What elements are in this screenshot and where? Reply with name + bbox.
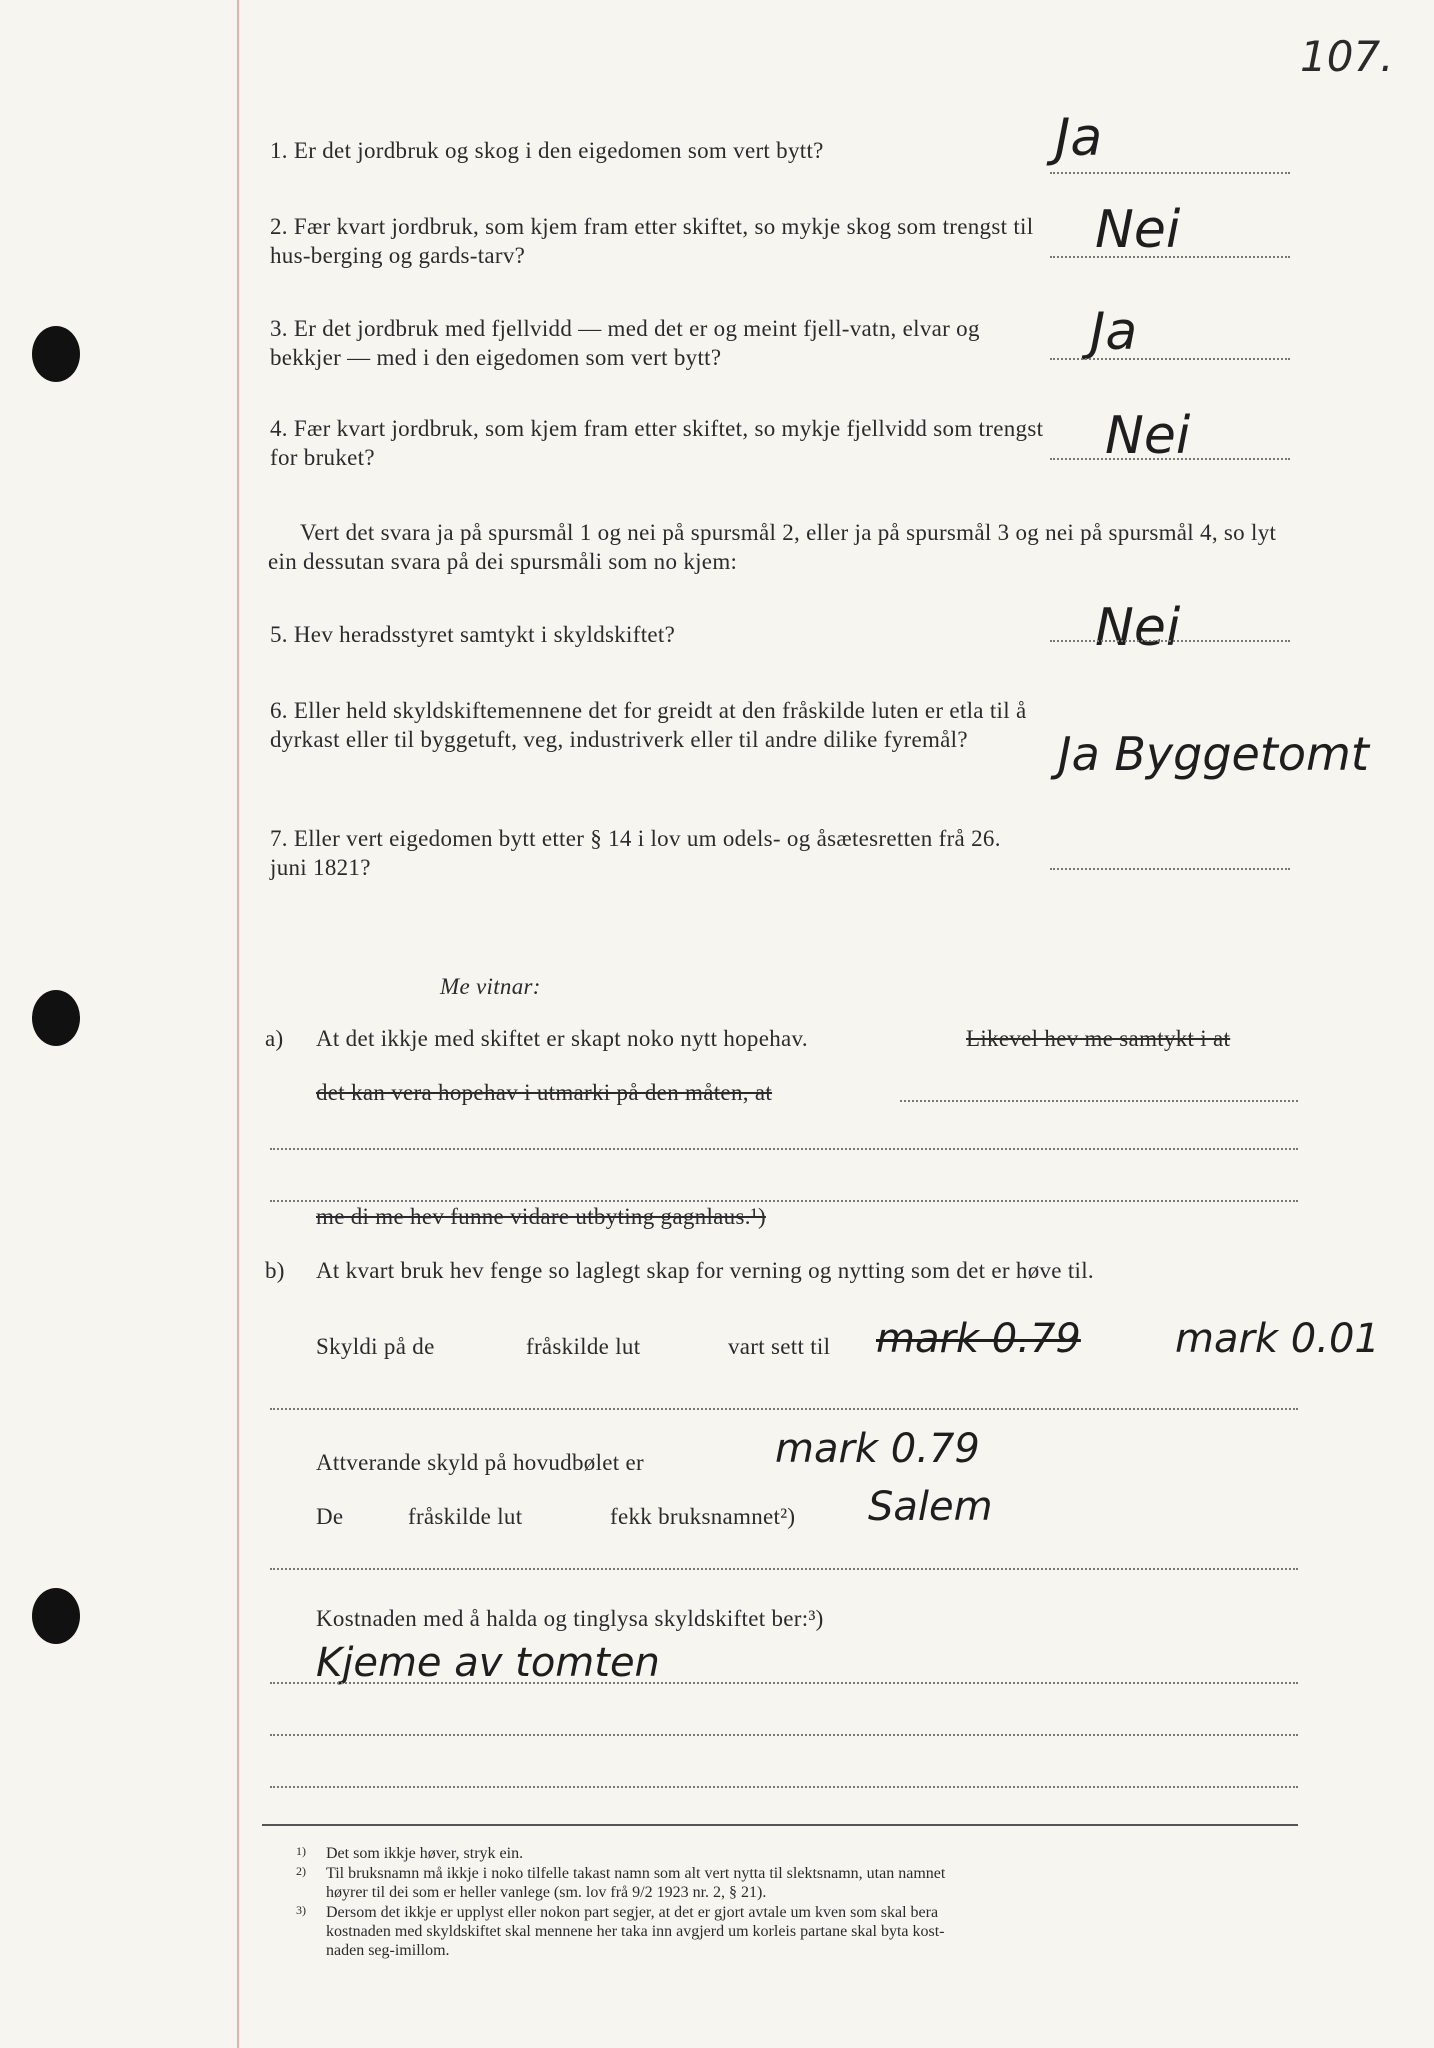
- skyldi-struck-value: mark 0.79: [876, 1316, 1081, 1362]
- fill-line: [270, 1734, 1298, 1736]
- de-label: De: [316, 1504, 344, 1529]
- skyldi-label: Skyldi på de: [316, 1334, 435, 1359]
- item-a-text: At det ikkje med skiftet er skapt noko nytt hopehav.: [316, 1026, 808, 1051]
- answer-1: Ja: [1055, 108, 1103, 168]
- footnote-rule: [262, 1824, 1298, 1826]
- fill-line: [270, 1568, 1298, 1570]
- answer-line: [1050, 458, 1290, 460]
- fill-line: [270, 1148, 1298, 1150]
- footnote-3-line-3: naden seg-imillom.: [326, 1942, 450, 1959]
- margin-line: [237, 0, 239, 2048]
- item-a-struck-3: me di me hev funne vidare utbyting gagnlaus.¹): [316, 1204, 766, 1229]
- footnote-2-line-2: høyrer til dei som er heller vanlege (sm. lov frå 9/2 1923 nr. 2, § 21).: [326, 1884, 767, 1901]
- answer-6: Ja Byggetomt: [1058, 727, 1369, 781]
- footnote-1-line-1: Det som ikkje høver, stryk ein.: [326, 1845, 524, 1862]
- question-2: 2. Fær kvart jordbruk, som kjem fram etter skiftet, so mykje skog som trengst til hus-berging og gards-tarv?: [270, 214, 1034, 268]
- punch-hole: [32, 1588, 80, 1644]
- answer-line: [1050, 640, 1290, 642]
- fill-line: [270, 1408, 1298, 1410]
- item-b-label: b): [265, 1258, 285, 1283]
- answer-4: Nei: [1105, 406, 1191, 466]
- attverande-value: mark 0.79: [775, 1426, 980, 1472]
- question-1: 1. Er det jordbruk og skog i den eigedomen som vert bytt?: [270, 138, 824, 163]
- punch-hole: [32, 326, 80, 382]
- attverande-label: Attverande skyld på hovudbølet er: [316, 1450, 644, 1475]
- question-3: 3. Er det jordbruk med fjellvidd — med det er og meint fjell-vatn, elvar og bekkjer — med i den eigedomen som vert bytt?: [270, 316, 980, 370]
- bruksnamn-value: Salem: [868, 1484, 993, 1530]
- footnote-3-line-1: Dersom det ikkje er upplyst eller nokon part segjer, at det er gjort avtale um kven som skal bera: [326, 1904, 939, 1921]
- item-a-struck-1: Likevel hev me samtykt i at: [966, 1026, 1231, 1051]
- item-a-label: a): [265, 1026, 284, 1051]
- intro-paragraph: Vert det svara ja på spursmål 1 og nei på spursmål 2, eller ja på spursmål 3 og nei på spursmål 4, so lyt ein dessutan svara på dei spursmåli som no kjem:: [268, 520, 1277, 574]
- skyldi-value: mark 0.01: [1175, 1316, 1380, 1362]
- page-number: 107.: [1300, 32, 1394, 81]
- footnote-3-mark: 3): [296, 1903, 306, 1917]
- question-7: 7. Eller vert eigedomen bytt etter § 14 i lov um odels- og åsætesretten frå 26. juni 1821?: [270, 826, 1001, 880]
- answer-3: Ja: [1090, 302, 1138, 362]
- item-a-struck-2: det kan vera hopehav i utmarki på den måten, at: [316, 1080, 773, 1105]
- answer-line: [1050, 172, 1290, 174]
- fraskilde-label: fråskilde lut: [408, 1504, 523, 1529]
- question-4: 4. Fær kvart jordbruk, som kjem fram etter skiftet, so mykje fjellvidd som trengst for bruket?: [270, 416, 1044, 470]
- answer-line: [1050, 256, 1290, 258]
- footnote-3-line-2: kostnaden med skyldskiftet skal mennene her taka inn avgjerd um korleis partane skal byta kost-: [326, 1923, 945, 1940]
- footnote-2-line-1: Til bruksnamn må ikkje i noko tilfelle takast namn som alt vert nytta til slektsnamn, utan namnet: [326, 1865, 946, 1882]
- fill-line: [270, 1786, 1298, 1788]
- footnote-2-mark: 2): [296, 1864, 306, 1878]
- kostnad-label: Kostnaden med å halda og tinglysa skyldskiftet ber:³): [316, 1606, 824, 1631]
- answer-2: Nei: [1095, 200, 1181, 260]
- skyldi-fraskilde-label: fråskilde lut: [526, 1334, 641, 1359]
- fill-line: [270, 1682, 1298, 1684]
- footnote-1-mark: 1): [296, 1844, 306, 1858]
- answer-5: Nei: [1095, 598, 1181, 658]
- me-vitnar-heading: Me vitnar:: [440, 974, 541, 999]
- fill-line: [900, 1100, 1298, 1102]
- skyldi-vart-label: vart sett til: [728, 1334, 831, 1359]
- item-b-text: At kvart bruk hev fenge so laglegt skap for verning og nytting som det er høve til.: [316, 1258, 1094, 1283]
- kostnad-value: Kjeme av tomten: [316, 1640, 660, 1686]
- answer-line: [1050, 358, 1290, 360]
- answer-line: [1050, 868, 1290, 870]
- punch-hole: [32, 990, 80, 1046]
- question-5: 5. Hev heradsstyret samtykt i skyldskiftet?: [270, 622, 676, 647]
- bruksnamn-label: fekk bruksnamnet²): [610, 1504, 796, 1529]
- question-6: 6. Eller held skyldskiftemennene det for greidt at den fråskilde luten er etla til å dyrkast eller til byggetuft, veg, industriverk eller til andre dilike fyremål?: [270, 698, 1027, 752]
